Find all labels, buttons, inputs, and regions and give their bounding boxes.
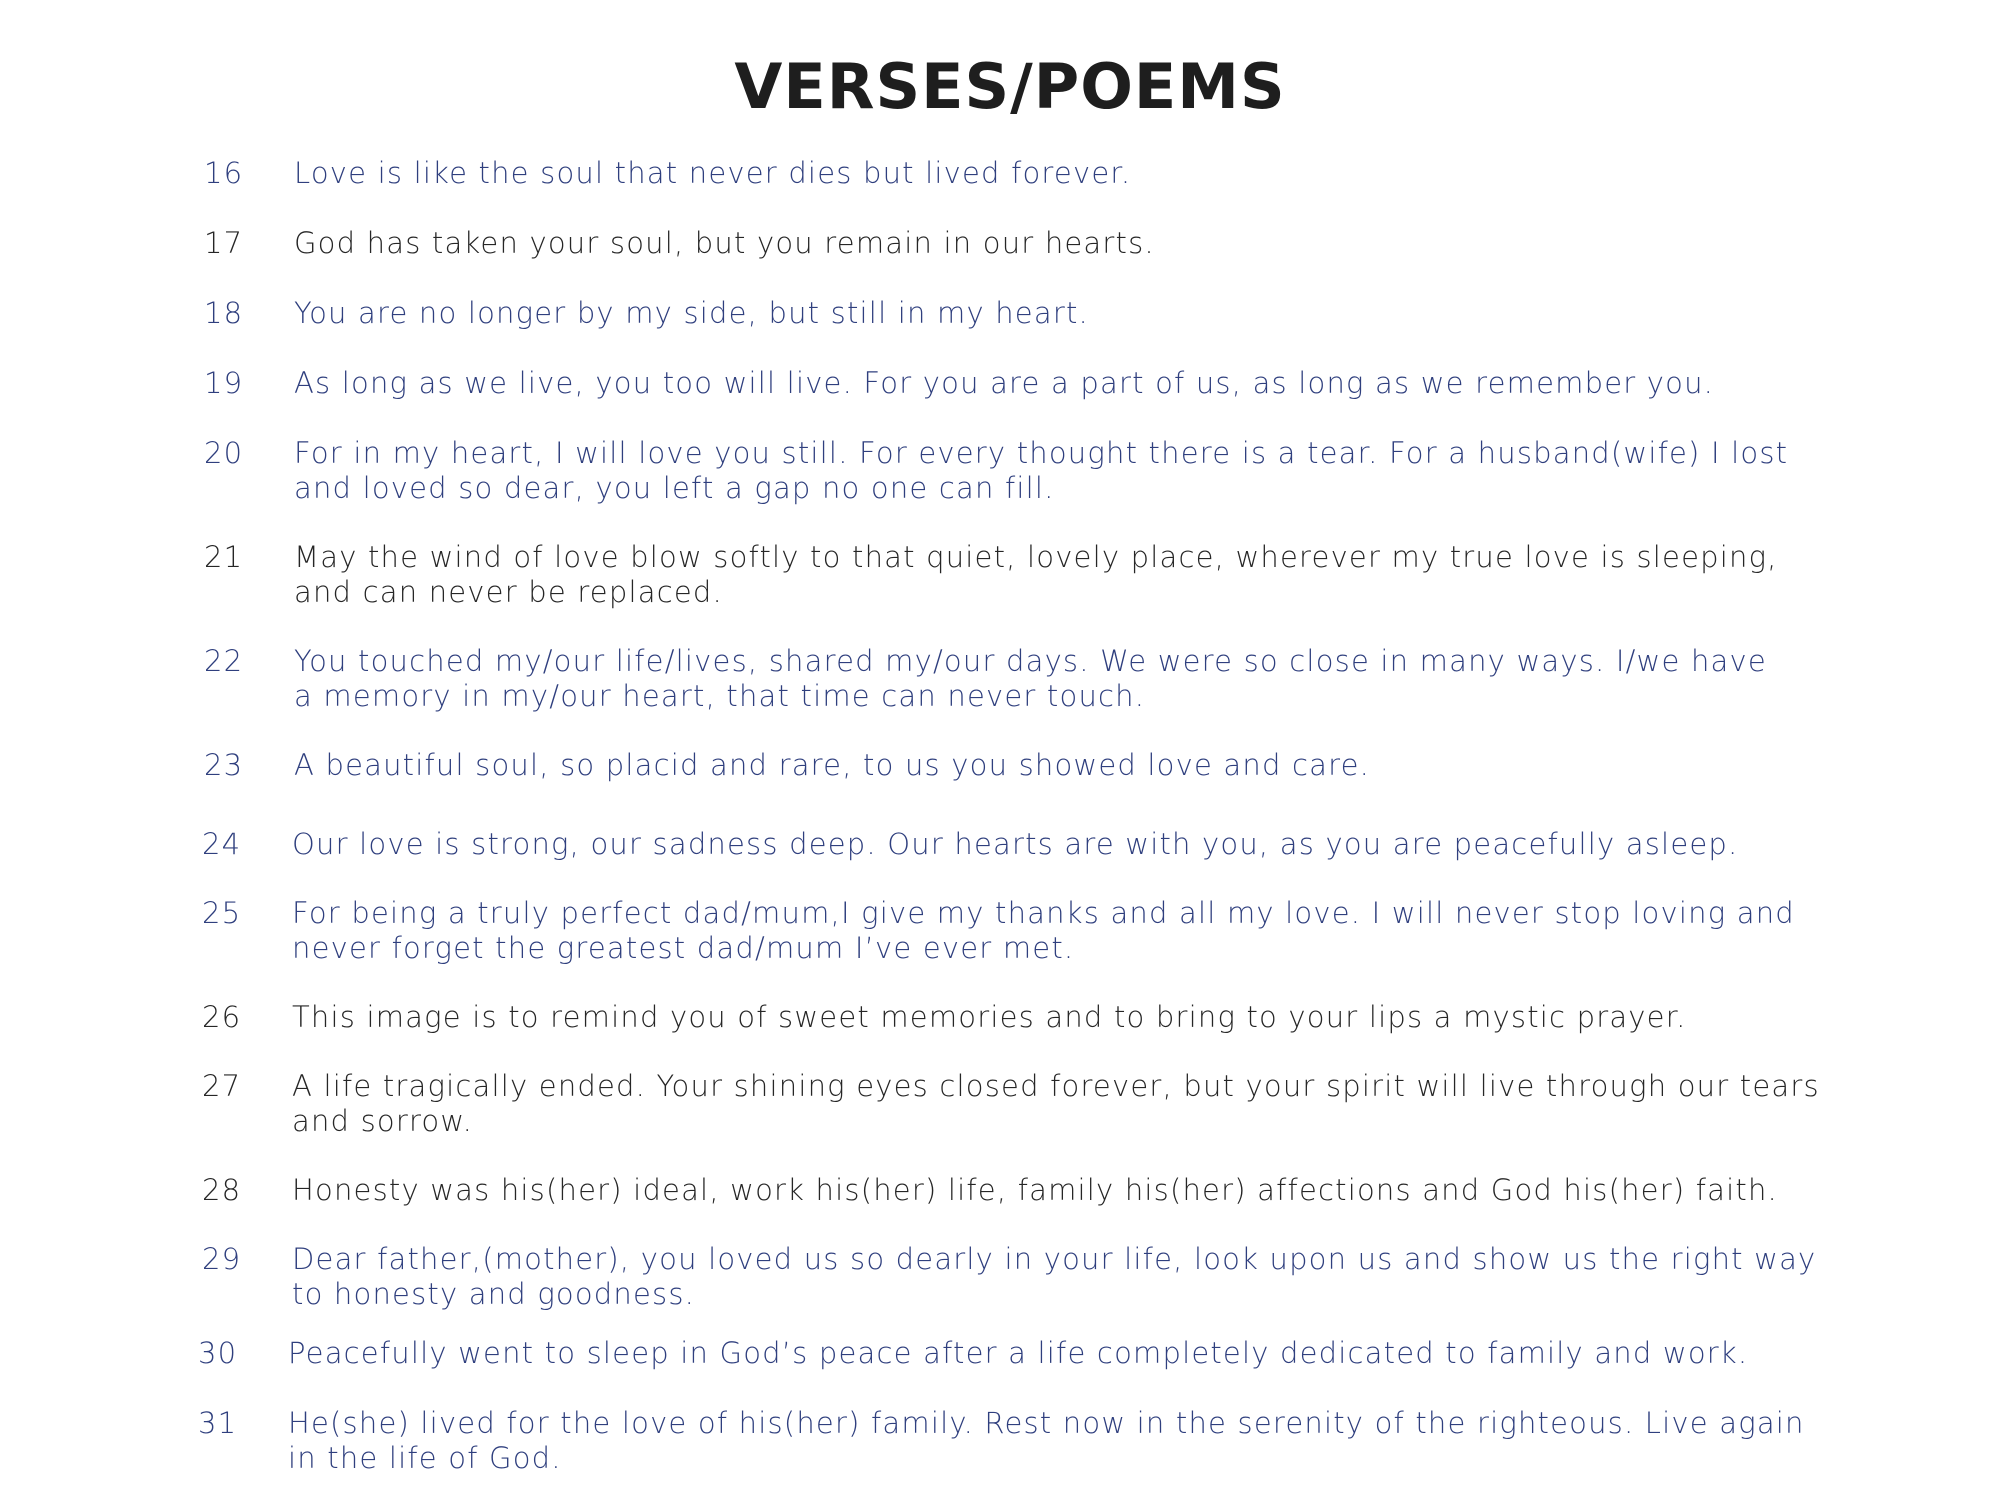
verse-line: You are no longer by my side, but still in my heart. [294,296,1089,330]
verse-text [288,1336,1748,1371]
verse-line: He(she) lived for the love of his(her) family. Rest now in the serenity of the righteous. Live again [288,1406,1805,1440]
verse-number: 20 [204,436,244,470]
verse-line: and can never be replaced. [294,575,723,609]
verse-text [294,540,1778,610]
verse-text [294,156,1131,191]
verse-text [294,748,1370,783]
verse-text [292,1069,1820,1139]
verse-line: to honesty and goodness. [292,1277,696,1311]
verse-number: 24 [202,827,242,861]
verse-line: Honesty was his(her) ideal, work his(her) life, family his(her) affections and God his(her) faith. [292,1173,1778,1207]
verse-number: 22 [204,644,244,678]
verse-text [292,827,1738,862]
verse-text [288,1406,1805,1476]
verse-line: You touched my/our life/lives, shared my/our days. We were so close in many ways. I/we have [294,644,1767,678]
verse-number: 26 [202,1000,242,1034]
page-title: VERSES/POEMS [734,50,1286,123]
verse-number: 17 [204,226,244,260]
verse-line: never forget the greatest dad/mum I’ve ever met. [292,931,1075,965]
verse-line: a memory in my/our heart, that time can never touch. [294,679,1146,713]
verse-number: 30 [198,1336,238,1370]
verse-line: Love is like the soul that never dies but lived forever. [294,156,1132,190]
verse-number: 18 [204,296,244,330]
verse-line: For in my heart, I will love you still. For every thought there is a tear. For a husband(wife) I lost [294,436,1789,470]
verse-text [292,1000,1687,1035]
verse-line: For being a truly perfect dad/mum,I give my thanks and all my love. I will never stop loving and [292,896,1795,930]
verse-line: As long as we live, you too will live. For you are a part of us, as long as we remember you. [294,366,1715,400]
verse-number: 23 [204,748,244,782]
verse-number: 16 [204,156,244,190]
verse-line: Our love is strong, our sadness deep. Our hearts are with you, as you are peacefully asleep. [292,827,1739,861]
verse-text [292,896,1795,966]
verse-line: A beautiful soul, so placid and rare, to us you showed love and care. [294,748,1371,782]
verse-number: 29 [202,1242,242,1276]
verse-text [294,366,1714,401]
verse-number: 31 [198,1406,238,1440]
verse-line: This image is to remind you of sweet memories and to bring to your lips a mystic prayer. [292,1000,1687,1034]
verse-text [294,296,1089,331]
verse-line: Peacefully went to sleep in God’s peace after a life completely dedicated to family and work. [288,1336,1749,1370]
verse-line: and sorrow. [292,1104,474,1138]
verse-line: God has taken your soul, but you remain in our hearts. [294,226,1155,260]
verse-text [292,1242,1816,1312]
verse-number: 19 [204,366,244,400]
verse-text [292,1173,1778,1208]
verse-number: 21 [204,540,244,574]
verse-text [294,644,1767,714]
verse-line: Dear father,(mother), you loved us so dearly in your life, look upon us and show us the right way [292,1242,1817,1276]
verse-number: 25 [202,896,242,930]
verse-line: and loved so dear, you left a gap no one can fill. [294,471,1055,505]
verse-text [294,226,1155,261]
verse-text [294,436,1788,506]
verse-number: 27 [202,1069,242,1103]
verse-line: A life tragically ended. Your shining eyes closed forever, but your spirit will live through our tears [292,1069,1820,1103]
verse-line: May the wind of love blow softly to that quiet, lovely place, wherever my true love is sleeping, [294,540,1778,574]
verse-number: 28 [202,1173,242,1207]
verse-line: in the life of God. [288,1441,562,1475]
